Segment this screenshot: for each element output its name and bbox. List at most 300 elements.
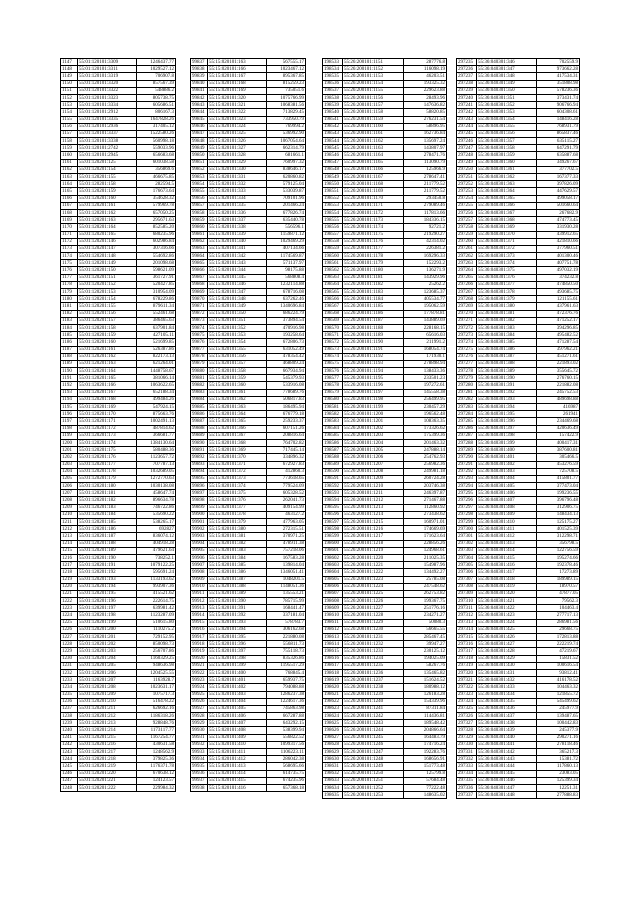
value-cell: 568695.66 <box>267 763 306 770</box>
table-row <box>191 80 306 87</box>
table-row <box>457 770 580 777</box>
row-number-cell: 99850 <box>191 152 208 159</box>
table-row <box>323 784 447 791</box>
table-row <box>191 432 306 439</box>
value-cell: 1174569.87 <box>267 253 306 260</box>
cadastral-number-cell: 55:36:040301:448 <box>476 792 536 799</box>
cadastral-number-cell: 55:01:120201:155 <box>78 303 137 310</box>
value-cell: 605328.52 <box>267 490 306 497</box>
cadastral-number-cell: 55:15:020101:334 <box>208 195 267 202</box>
value-cell: 134492.27 <box>404 569 447 576</box>
cadastral-number-cell: 55:01:120201:205 <box>78 662 137 669</box>
table-row <box>61 439 176 446</box>
cadastral-number-cell: 55:26:200101:1167 <box>343 174 404 181</box>
cadastral-number-cell: 55:36:040301:348 <box>476 73 536 80</box>
row-number-cell: 297245 <box>457 130 477 137</box>
value-cell: 114436.81 <box>404 713 447 720</box>
value-cell: 497032.19 <box>537 267 580 274</box>
value-cell: 287776.8 <box>404 59 447 66</box>
cadastral-number-cell: 55:36:040301:397 <box>476 425 536 432</box>
cadastral-number-cell: 55:01:120201:201 <box>78 634 137 641</box>
table-row <box>323 533 447 540</box>
value-cell: 176673.64 <box>137 188 176 195</box>
cadastral-number-cell: 55:26:200101:1210 <box>343 483 404 490</box>
row-number-cell: 297246 <box>457 138 477 145</box>
table-row <box>323 389 447 396</box>
row-number-cell: 1157 <box>61 130 78 137</box>
row-number-cell: 297330 <box>457 741 477 748</box>
cadastral-number-cell: 55:01:120201:174 <box>78 439 137 446</box>
cadastral-number-cell: 55:36:040301:427 <box>476 641 536 648</box>
cadastral-number-cell: 55:01:120201:194 <box>78 583 137 590</box>
cadastral-number-cell: 55:36:040301:380 <box>476 303 536 310</box>
cadastral-number-cell: 55:15:020101:378 <box>208 511 267 518</box>
table-row <box>61 770 176 777</box>
row-number-cell: 99868 <box>191 281 208 288</box>
value-cell: 1522580.26 <box>137 130 176 137</box>
cadastral-number-cell: 55:36:040301:366 <box>476 202 536 209</box>
row-number-cell: 198571 <box>323 332 343 339</box>
value-cell: 659937.75 <box>267 677 306 684</box>
value-cell: 290271.16 <box>537 734 580 741</box>
table-row <box>61 174 176 181</box>
row-number-cell: 1245 <box>61 763 78 770</box>
row-number-cell: 297278 <box>457 368 477 375</box>
row-number-cell: 1170 <box>61 224 78 231</box>
table-row <box>323 612 447 619</box>
table-row <box>191 209 306 216</box>
value-cell: 631052.49 <box>267 346 306 353</box>
row-number-cell: 1182 <box>61 310 78 317</box>
table-row <box>191 468 306 475</box>
value-cell: 1195517.29 <box>267 662 306 669</box>
value-cell: 850098.73 <box>137 641 176 648</box>
cadastral-number-cell: 55:26:200101:1182 <box>343 281 404 288</box>
cadastral-number-cell: 55:01:120201:211 <box>78 705 137 712</box>
row-number-cell: 297271 <box>457 317 477 324</box>
value-cell: 785715.99 <box>267 598 306 605</box>
table-row <box>457 598 580 605</box>
value-cell: 416178.52 <box>537 677 580 684</box>
cadastral-number-cell: 55:36:040301:394 <box>476 404 536 411</box>
row-number-cell: 297325 <box>457 705 477 712</box>
row-number-cell: 99932 <box>191 741 208 748</box>
row-number-cell: 99912 <box>191 598 208 605</box>
cadastral-number-cell: 55:15:020101:339 <box>208 231 267 238</box>
table-row <box>61 468 176 475</box>
cadastral-number-cell: 55:36:040301:408 <box>476 504 536 511</box>
value-cell: 247888.14 <box>404 447 447 454</box>
row-number-cell: 297309 <box>457 590 477 597</box>
cadastral-number-cell: 55:26:200101:1180 <box>343 267 404 274</box>
row-number-cell: 1242 <box>61 741 78 748</box>
value-cell: 412860.3 <box>267 468 306 475</box>
value-cell: 351808.98 <box>537 80 580 87</box>
value-cell: 211025.35 <box>404 554 447 561</box>
value-cell: 1079122.25 <box>137 562 176 569</box>
cadastral-number-cell: 55:01:120201:192 <box>78 569 137 576</box>
value-cell: 417534.31 <box>537 73 580 80</box>
row-number-cell: 99936 <box>191 770 208 777</box>
row-number-cell: 297308 <box>457 583 477 590</box>
table-row <box>323 281 447 288</box>
row-number-cell: 297335 <box>457 777 477 784</box>
table-row <box>457 749 580 756</box>
table-row <box>323 777 447 784</box>
value-cell: 468809.24 <box>267 360 306 367</box>
row-number-cell: 198586 <box>323 439 343 446</box>
table-row <box>323 138 447 145</box>
cadastral-number-cell: 55:15:020101:350 <box>208 310 267 317</box>
cadastral-number-cell: 55:36:040301:372 <box>476 245 536 252</box>
value-cell: 387600.81 <box>537 447 580 454</box>
value-cell: 47219.67 <box>537 648 580 655</box>
value-cell: 757218.06 <box>267 547 306 554</box>
row-number-cell: 198614 <box>323 641 343 648</box>
row-number-cell: 99927 <box>191 705 208 712</box>
row-number-cell: 297287 <box>457 432 477 439</box>
value-cell: 278647.41 <box>404 174 447 181</box>
table-row <box>457 123 580 130</box>
value-cell: 678716.08 <box>267 289 306 296</box>
row-number-cell: 99873 <box>191 317 208 324</box>
table-row <box>457 130 580 137</box>
cadastral-number-cell: 55:01:120201:197 <box>78 605 137 612</box>
row-number-cell: 99915 <box>191 619 208 626</box>
cadastral-number-cell: 55:36:040301:405 <box>476 483 536 490</box>
row-number-cell: 1232 <box>61 669 78 676</box>
table-row <box>61 159 176 166</box>
table-row <box>323 404 447 411</box>
row-number-cell: 1219 <box>61 576 78 583</box>
cadastral-number-cell: 55:36:040301:430 <box>476 662 536 669</box>
cadastral-number-cell: 55:26:200101:1158 <box>343 109 404 116</box>
row-number-cell: 297281 <box>457 389 477 396</box>
row-number-cell: 198603 <box>323 562 343 569</box>
row-number-cell: 1234 <box>61 684 78 691</box>
cadastral-number-cell: 55:36:040301:377 <box>476 281 536 288</box>
value-cell: 221880.08 <box>267 634 306 641</box>
cadastral-number-cell: 55:36:040301:365 <box>476 195 536 202</box>
value-cell: 822173.13 <box>137 353 176 360</box>
cadastral-number-cell: 55:01:120101:3309 <box>78 59 137 66</box>
value-cell: 273438.62 <box>404 511 447 518</box>
row-number-cell: 297288 <box>457 439 477 446</box>
table-row <box>191 389 306 396</box>
row-number-cell: 1159 <box>61 145 78 152</box>
value-cell: 400417.31 <box>537 439 580 446</box>
value-cell: 56665.55 <box>404 626 447 633</box>
cadastral-number-cell: 55:01:120201:219 <box>78 763 137 770</box>
table-row <box>191 296 306 303</box>
table-row <box>323 540 447 547</box>
table-row <box>61 375 176 382</box>
row-number-cell: 1155 <box>61 116 78 123</box>
cadastral-number-cell: 55:15:020101:363 <box>208 404 267 411</box>
value-cell: 1384130.64 <box>137 439 176 446</box>
cadastral-number-cell: 55:36:040301:437 <box>476 713 536 720</box>
cadastral-number-cell: 55:15:020101:403 <box>208 691 267 698</box>
value-cell: 1272770.63 <box>137 475 176 482</box>
row-number-cell: 1213 <box>61 533 78 540</box>
value-cell: 472376.76 <box>537 310 580 317</box>
row-number-cell: 198632 <box>323 770 343 777</box>
table-row <box>457 533 580 540</box>
cadastral-number-cell: 55:01:120201:125 <box>78 159 137 166</box>
table-row <box>61 94 176 101</box>
row-number-cell: 1188 <box>61 353 78 360</box>
cadastral-number-cell: 55:26:200101:1162 <box>343 138 404 145</box>
value-cell: 93812.41 <box>537 669 580 676</box>
table-row <box>323 684 447 691</box>
table-row <box>323 583 447 590</box>
table-row <box>323 353 447 360</box>
value-cell: 1032689.05 <box>137 468 176 475</box>
table-row <box>323 756 447 763</box>
cadastral-number-cell: 55:01:120201:159 <box>78 188 137 195</box>
value-cell: 568808.4 <box>267 274 306 281</box>
cadastral-number-cell: 55:26:200101:1178 <box>343 253 404 260</box>
row-number-cell: 198583 <box>323 418 343 425</box>
cadastral-number-cell: 55:26:200101:1165 <box>343 159 404 166</box>
value-cell: 245377.9 <box>537 727 580 734</box>
table-row <box>323 619 447 626</box>
cadastral-number-cell: 55:15:020101:381 <box>208 533 267 540</box>
table-row <box>457 497 580 504</box>
row-number-cell: 1211 <box>61 519 78 526</box>
cadastral-number-cell: 55:15:020101:336 <box>208 209 267 216</box>
table-row <box>457 339 580 346</box>
value-cell: 865837.46 <box>537 130 580 137</box>
row-number-cell: 1169 <box>61 217 78 224</box>
value-cell: 1176371.78 <box>137 763 176 770</box>
row-number-cell: 1231 <box>61 662 78 669</box>
cadastral-number-cell: 55:01:120201:184 <box>78 511 137 518</box>
value-cell: 815259.23 <box>267 80 306 87</box>
value-cell: 277717.13 <box>537 612 580 619</box>
cadastral-number-cell: 55:15:020101:375 <box>208 490 267 497</box>
table-row <box>61 483 176 490</box>
table-row <box>457 174 580 181</box>
value-cell: 733950.79 <box>267 116 306 123</box>
table-row <box>61 202 176 209</box>
table-row <box>191 324 306 331</box>
row-number-cell: 99864 <box>191 253 208 260</box>
value-cell: 489698.88 <box>537 396 580 403</box>
value-cell: 262041.73 <box>267 497 306 504</box>
row-number-cell: 99861 <box>191 231 208 238</box>
value-cell: 458647.74 <box>137 490 176 497</box>
cadastral-number-cell: 55:36:040301:425 <box>476 626 536 633</box>
cadastral-number-cell: 55:01:120201:217 <box>78 749 137 756</box>
row-number-cell: 1191 <box>61 375 78 382</box>
row-number-cell: 1184 <box>61 324 78 331</box>
table-row <box>191 245 306 252</box>
row-number-cell: 297320 <box>457 669 477 676</box>
table-row <box>323 59 447 66</box>
value-cell: 706907.8 <box>137 73 176 80</box>
row-number-cell: 1206 <box>61 483 78 490</box>
value-cell: 556822.52 <box>267 734 306 741</box>
value-cell: 117813.66 <box>404 209 447 216</box>
value-cell: 256982.36 <box>404 461 447 468</box>
row-number-cell: 99888 <box>191 425 208 432</box>
table-row <box>191 677 306 684</box>
row-number-cell: 297334 <box>457 770 477 777</box>
row-number-cell: 198564 <box>323 281 343 288</box>
row-number-cell: 297268 <box>457 296 477 303</box>
cadastral-number-cell: 55:36:040301:373 <box>476 253 536 260</box>
cadastral-number-cell: 55:26:200101:1164 <box>343 152 404 159</box>
cadastral-number-cell: 55:01:120201:190 <box>78 554 137 561</box>
value-cell: 439912.65 <box>537 231 580 238</box>
cadastral-number-cell: 55:36:040301:358 <box>476 145 536 152</box>
value-cell: 276760.15 <box>537 375 580 382</box>
value-cell: 230125.12 <box>404 648 447 655</box>
table-row <box>457 490 580 497</box>
cadastral-number-cell: 55:26:200101:1201 <box>343 418 404 425</box>
cadastral-number-cell: 55:01:120201:200 <box>78 626 137 633</box>
table-row <box>191 87 306 94</box>
table-row <box>323 152 447 159</box>
row-number-cell: 297251 <box>457 174 477 181</box>
table-row <box>61 533 176 540</box>
cadastral-number-cell: 55:36:040301:367 <box>476 209 536 216</box>
value-cell: 58820.85 <box>404 109 447 116</box>
table-row <box>61 209 176 216</box>
cadastral-number-cell: 55:36:040301:406 <box>476 490 536 497</box>
cadastral-number-cell: 55:36:040301:364 <box>476 188 536 195</box>
table-row <box>457 368 580 375</box>
row-number-cell: 99849 <box>191 145 208 152</box>
row-number-cell: 297317 <box>457 648 477 655</box>
table-row <box>457 634 580 641</box>
value-cell: 245752.53 <box>537 389 580 396</box>
row-number-cell: 198569 <box>323 317 343 324</box>
value-cell: 768845.4 <box>267 669 306 676</box>
value-cell: 139814.04 <box>267 562 306 569</box>
cadastral-number-cell: 55:15:020101:387 <box>208 576 267 583</box>
row-number-cell: 99855 <box>191 188 208 195</box>
cadastral-number-cell: 55:15:020101:398 <box>208 655 267 662</box>
cadastral-number-cell: 55:26:200101:1187 <box>343 317 404 324</box>
cadastral-number-cell: 55:36:040301:432 <box>476 677 536 684</box>
table-row <box>323 188 447 195</box>
row-number-cell: 198621 <box>323 691 343 698</box>
cadastral-number-cell: 55:01:120201:156 <box>78 310 137 317</box>
row-number-cell: 198635 <box>323 792 343 799</box>
row-number-cell: 297239 <box>457 87 477 94</box>
row-number-cell: 99919 <box>191 648 208 655</box>
table-row <box>191 483 306 490</box>
row-number-cell: 99867 <box>191 274 208 281</box>
row-number-cell: 1214 <box>61 540 78 547</box>
table-row <box>457 713 580 720</box>
row-number-cell: 297247 <box>457 145 477 152</box>
table-row <box>457 102 580 109</box>
table-row <box>191 332 306 339</box>
value-cell: 805738.75 <box>137 94 176 101</box>
cadastral-number-cell: 55:15:020101:371 <box>208 461 267 468</box>
value-cell: 17273.89 <box>537 569 580 576</box>
cadastral-number-cell: 55:36:040301:434 <box>476 691 536 698</box>
value-cell: 1173117.77 <box>137 727 176 734</box>
table-row <box>191 583 306 590</box>
table-row <box>457 590 580 597</box>
row-number-cell: 99886 <box>191 411 208 418</box>
table-row <box>323 296 447 303</box>
value-cell: 536992.90 <box>267 130 306 137</box>
table-row <box>457 303 580 310</box>
row-number-cell: 198558 <box>323 238 343 245</box>
row-number-cell: 1163 <box>61 174 78 181</box>
value-cell: 305466.5 <box>537 454 580 461</box>
value-cell: 229984.32 <box>137 784 176 791</box>
row-number-cell: 297321 <box>457 677 477 684</box>
row-number-cell: 99938 <box>191 784 208 791</box>
table-row <box>457 238 580 245</box>
row-number-cell: 99860 <box>191 224 208 231</box>
table-row <box>191 612 306 619</box>
cadastral-number-cell: 55:01:120201:214 <box>78 727 137 734</box>
cadastral-number-cell: 55:01:120101:2912 <box>78 109 137 116</box>
value-cell: 168656.91 <box>404 756 447 763</box>
value-cell: 65616.03 <box>404 332 447 339</box>
value-cell: 135697.24 <box>404 138 447 145</box>
value-cell: 306162.68 <box>267 626 306 633</box>
table-row <box>323 159 447 166</box>
value-cell: 219290.27 <box>404 231 447 238</box>
row-number-cell: 198540 <box>323 109 343 116</box>
value-cell: 381066.14 <box>137 375 176 382</box>
row-number-cell: 198555 <box>323 217 343 224</box>
table-row <box>323 317 447 324</box>
value-cell: 173326.62 <box>404 425 447 432</box>
table-row <box>323 109 447 116</box>
row-number-cell: 198581 <box>323 404 343 411</box>
row-number-cell: 99883 <box>191 389 208 396</box>
row-number-cell: 99889 <box>191 432 208 439</box>
row-number-cell: 297259 <box>457 231 477 238</box>
cadastral-number-cell: 55:01:120201:159 <box>78 332 137 339</box>
cadastral-number-cell: 55:15:020101:353 <box>208 332 267 339</box>
row-number-cell: 198613 <box>323 634 343 641</box>
value-cell: 538265.17 <box>137 519 176 526</box>
value-cell: 405534.77 <box>404 296 447 303</box>
row-number-cell: 198572 <box>323 339 343 346</box>
row-number-cell: 1215 <box>61 547 78 554</box>
value-cell: 437961.63 <box>537 303 580 310</box>
table-row <box>457 677 580 684</box>
table-row <box>61 123 176 130</box>
table-row <box>61 705 176 712</box>
row-number-cell: 1160 <box>61 152 78 159</box>
value-cell: 580488.36 <box>137 447 176 454</box>
cadastral-number-cell: 55:01:120201:181 <box>78 490 137 497</box>
cadastral-number-cell: 55:15:020101:358 <box>208 368 267 375</box>
row-number-cell: 297262 <box>457 253 477 260</box>
cadastral-number-cell: 55:01:120201:195 <box>78 590 137 597</box>
row-number-cell: 198606 <box>323 583 343 590</box>
table-row <box>191 123 306 130</box>
table-row <box>191 281 306 288</box>
cadastral-number-cell: 55:15:020101:415 <box>208 777 267 784</box>
value-cell: 259233.37 <box>267 418 306 425</box>
value-cell: 189989.15 <box>537 576 580 583</box>
row-number-cell: 1158 <box>61 138 78 145</box>
table-row <box>191 698 306 705</box>
value-cell: 652188.34 <box>137 389 176 396</box>
